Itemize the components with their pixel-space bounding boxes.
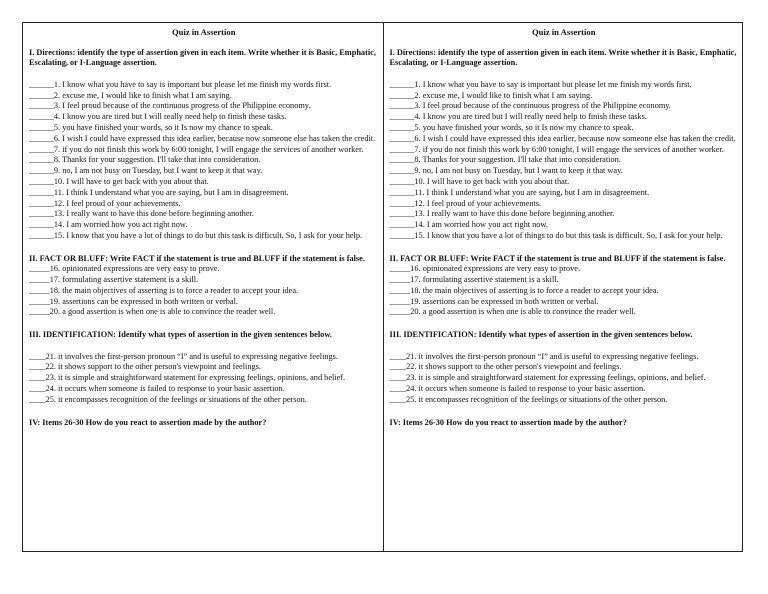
quiz-item: _____20. a good assertion is when one is able to convince the reader well. bbox=[389, 307, 636, 317]
quiz-item: ______4. I know you are tired but I will really need help to finish these tasks. bbox=[389, 112, 647, 122]
quiz-item: ______5. you have finished your words, so it Is now my chance to speak. bbox=[29, 123, 273, 132]
quiz-column-left bbox=[23, 23, 383, 551]
quiz-item: _____17. formulating assertive statement is a skill. bbox=[29, 274, 199, 284]
section-3-items bbox=[29, 352, 379, 406]
quiz-item: ______11. I think I understand what you are saying, but I am in disagreement. bbox=[29, 187, 289, 197]
quiz-item: ______8. Thanks for your suggestion. I'll take that into consideration. bbox=[389, 155, 621, 165]
quiz-item: ______5. you have finished your words, so it Is now my chance to speak. bbox=[389, 123, 634, 132]
quiz-item: ______1. I know what you have to say is important but please let me finish my words first. bbox=[389, 79, 692, 89]
quiz-item: ______3. I feel proud because of the continuous progress of the Philippine economy. bbox=[389, 101, 671, 111]
quiz-item: ____21. it involves the first-person pronoun “I” and is useful to expressing negative feelings. bbox=[389, 351, 699, 361]
quiz-item: ______1. I know what you have to say is important but please let me finish my words first. bbox=[29, 79, 332, 89]
quiz-item: ______6. I wish I could have expressed this idea earlier, because now someone else has taken the credit. bbox=[29, 133, 376, 143]
quiz-item: ______14. I am worried how you act right now. bbox=[29, 220, 188, 230]
quiz-item: ______13. I really want to have this done before beginning another. bbox=[389, 209, 615, 219]
section-1-items bbox=[390, 80, 739, 242]
quiz-item: ______15. I know that you have a lot of things to do but this task is difficult. So, I ask for your help. bbox=[29, 230, 363, 240]
section-2-heading: II. FACT OR BLUFF: Write FACT if the statement is true and BLUFF if the statement is false. bbox=[29, 253, 365, 263]
quiz-item: _____19. assertions can be expressed in both written or verbal. bbox=[29, 296, 238, 306]
quiz-item: ______8. Thanks for your suggestion. I'll take that into consideration. bbox=[29, 155, 261, 165]
quiz-item: ______10. I will have to get back with you about that. bbox=[389, 176, 570, 186]
quiz-item: ____23. it is simple and straightforward statement for expressing feelings, opinions, and belief. bbox=[389, 373, 706, 383]
quiz-item: _____19. assertions can be expressed in both written or verbal. bbox=[389, 296, 599, 306]
section-1-items bbox=[29, 80, 379, 242]
quiz-item: ______9. no, I am not busy on Tuesday, but I want to keep it that way. bbox=[389, 166, 623, 176]
section-2-items bbox=[390, 264, 739, 318]
quiz-item: ______9. no, I am not busy on Tuesday, but I want to keep it that way. bbox=[29, 166, 263, 176]
quiz-item: _____16. opinionated expressions are very easy to prove. bbox=[29, 264, 220, 274]
quiz-item: ____24. it occurs when someone is failed to response to your basic assertion. bbox=[389, 383, 646, 393]
section-2-heading: II. FACT OR BLUFF: Write FACT if the statement is true and BLUFF if the statement is false. bbox=[389, 253, 726, 263]
quiz-sheet bbox=[22, 22, 743, 552]
quiz-item: ______10. I will have to get back with you about that. bbox=[29, 176, 209, 186]
section-1-heading: I. Directions: identify the type of assertion given in each item. Write whether it is Basic, Emphatic, Escalating, or I-Language assertion. bbox=[29, 48, 376, 68]
quiz-item: ____24. it occurs when someone is failed to response to your basic assertion. bbox=[29, 383, 285, 393]
section-1-heading: I. Directions: identify the type of assertion given in each item. Write whether it is Basic, Emphatic, Escalating, or I-Language assertion. bbox=[389, 48, 737, 68]
quiz-item: ______13. I really want to have this done before beginning another. bbox=[29, 209, 254, 219]
quiz-item: ______4. I know you are tired but I will really need help to finish these tasks. bbox=[29, 112, 287, 122]
quiz-item: ____22. it shows support to the other person's viewpoint and feelings. bbox=[29, 362, 261, 372]
quiz-title: Quiz in Assertion bbox=[171, 27, 236, 37]
quiz-item: ______15. I know that you have a lot of things to do but this task is difficult. So, I ask for your help. bbox=[389, 230, 723, 240]
section-3-items bbox=[390, 352, 739, 406]
quiz-item: _____20. a good assertion is when one is able to convince the reader well. bbox=[29, 307, 276, 317]
quiz-item: ______12. I feel proud of your achievements. bbox=[389, 198, 542, 208]
quiz-item: ____25. it encompasses recognition of the feelings or situations of the other person. bbox=[29, 394, 307, 404]
quiz-item: ____22. it shows support to the other person's viewpoint and feelings. bbox=[389, 362, 622, 372]
section-3-heading: III. IDENTIFICATION: Identify what types of assertion in the given sentences below. bbox=[29, 330, 332, 340]
quiz-item: _____18. the main objectives of asserting is to force a reader to accept your idea. bbox=[29, 285, 299, 295]
quiz-item: ______7. if you do not finish this work by 6:00 tonight, I will engage the services of another worker. bbox=[389, 144, 724, 154]
quiz-item: ______11. I think I understand what you are saying, but I am in disagreement. bbox=[389, 187, 650, 197]
quiz-item: ____23. it is simple and straightforward statement for expressing feelings, opinions, and belief. bbox=[29, 373, 346, 383]
section-2-items bbox=[29, 264, 379, 318]
quiz-item: _____17. formulating assertive statement is a skill. bbox=[389, 274, 559, 284]
quiz-item: ______2. excuse me, I would like to finish what I am saying. bbox=[29, 90, 232, 100]
quiz-item: ____21. it involves the first-person pronoun “I” and is useful to expressing negative feelings. bbox=[29, 351, 338, 361]
quiz-item: ______2. excuse me, I would like to finish what I am saying. bbox=[389, 90, 593, 100]
section-4-heading: IV: Items 26-30 How do you react to assertion made by the author? bbox=[29, 417, 267, 427]
quiz-title: Quiz in Assertion bbox=[531, 27, 596, 37]
section-4-heading: IV: Items 26-30 How do you react to assertion made by the author? bbox=[389, 417, 627, 427]
quiz-item: ______14. I am worried how you act right now. bbox=[389, 220, 548, 230]
section-3-heading: III. IDENTIFICATION: Identify what types of assertion in the given sentences below. bbox=[389, 330, 693, 340]
quiz-column-right bbox=[383, 23, 743, 551]
quiz-item: _____16. opinionated expressions are very easy to prove. bbox=[389, 264, 581, 274]
quiz-item: ______12. I feel proud of your achievements. bbox=[29, 198, 181, 208]
quiz-item: ______3. I feel proud because of the continuous progress of the Philippine economy. bbox=[29, 101, 311, 111]
quiz-item: ______7. if you do not finish this work by 6:00 tonight, I will engage the services of another worker. bbox=[29, 144, 364, 154]
quiz-item: ______6. I wish I could have expressed this idea earlier, because now someone else has taken the credit. bbox=[389, 133, 736, 143]
quiz-item: ____25. it encompasses recognition of the feelings or situations of the other person. bbox=[389, 394, 668, 404]
quiz-item: _____18. the main objectives of asserting is to force a reader to accept your idea. bbox=[389, 285, 659, 295]
